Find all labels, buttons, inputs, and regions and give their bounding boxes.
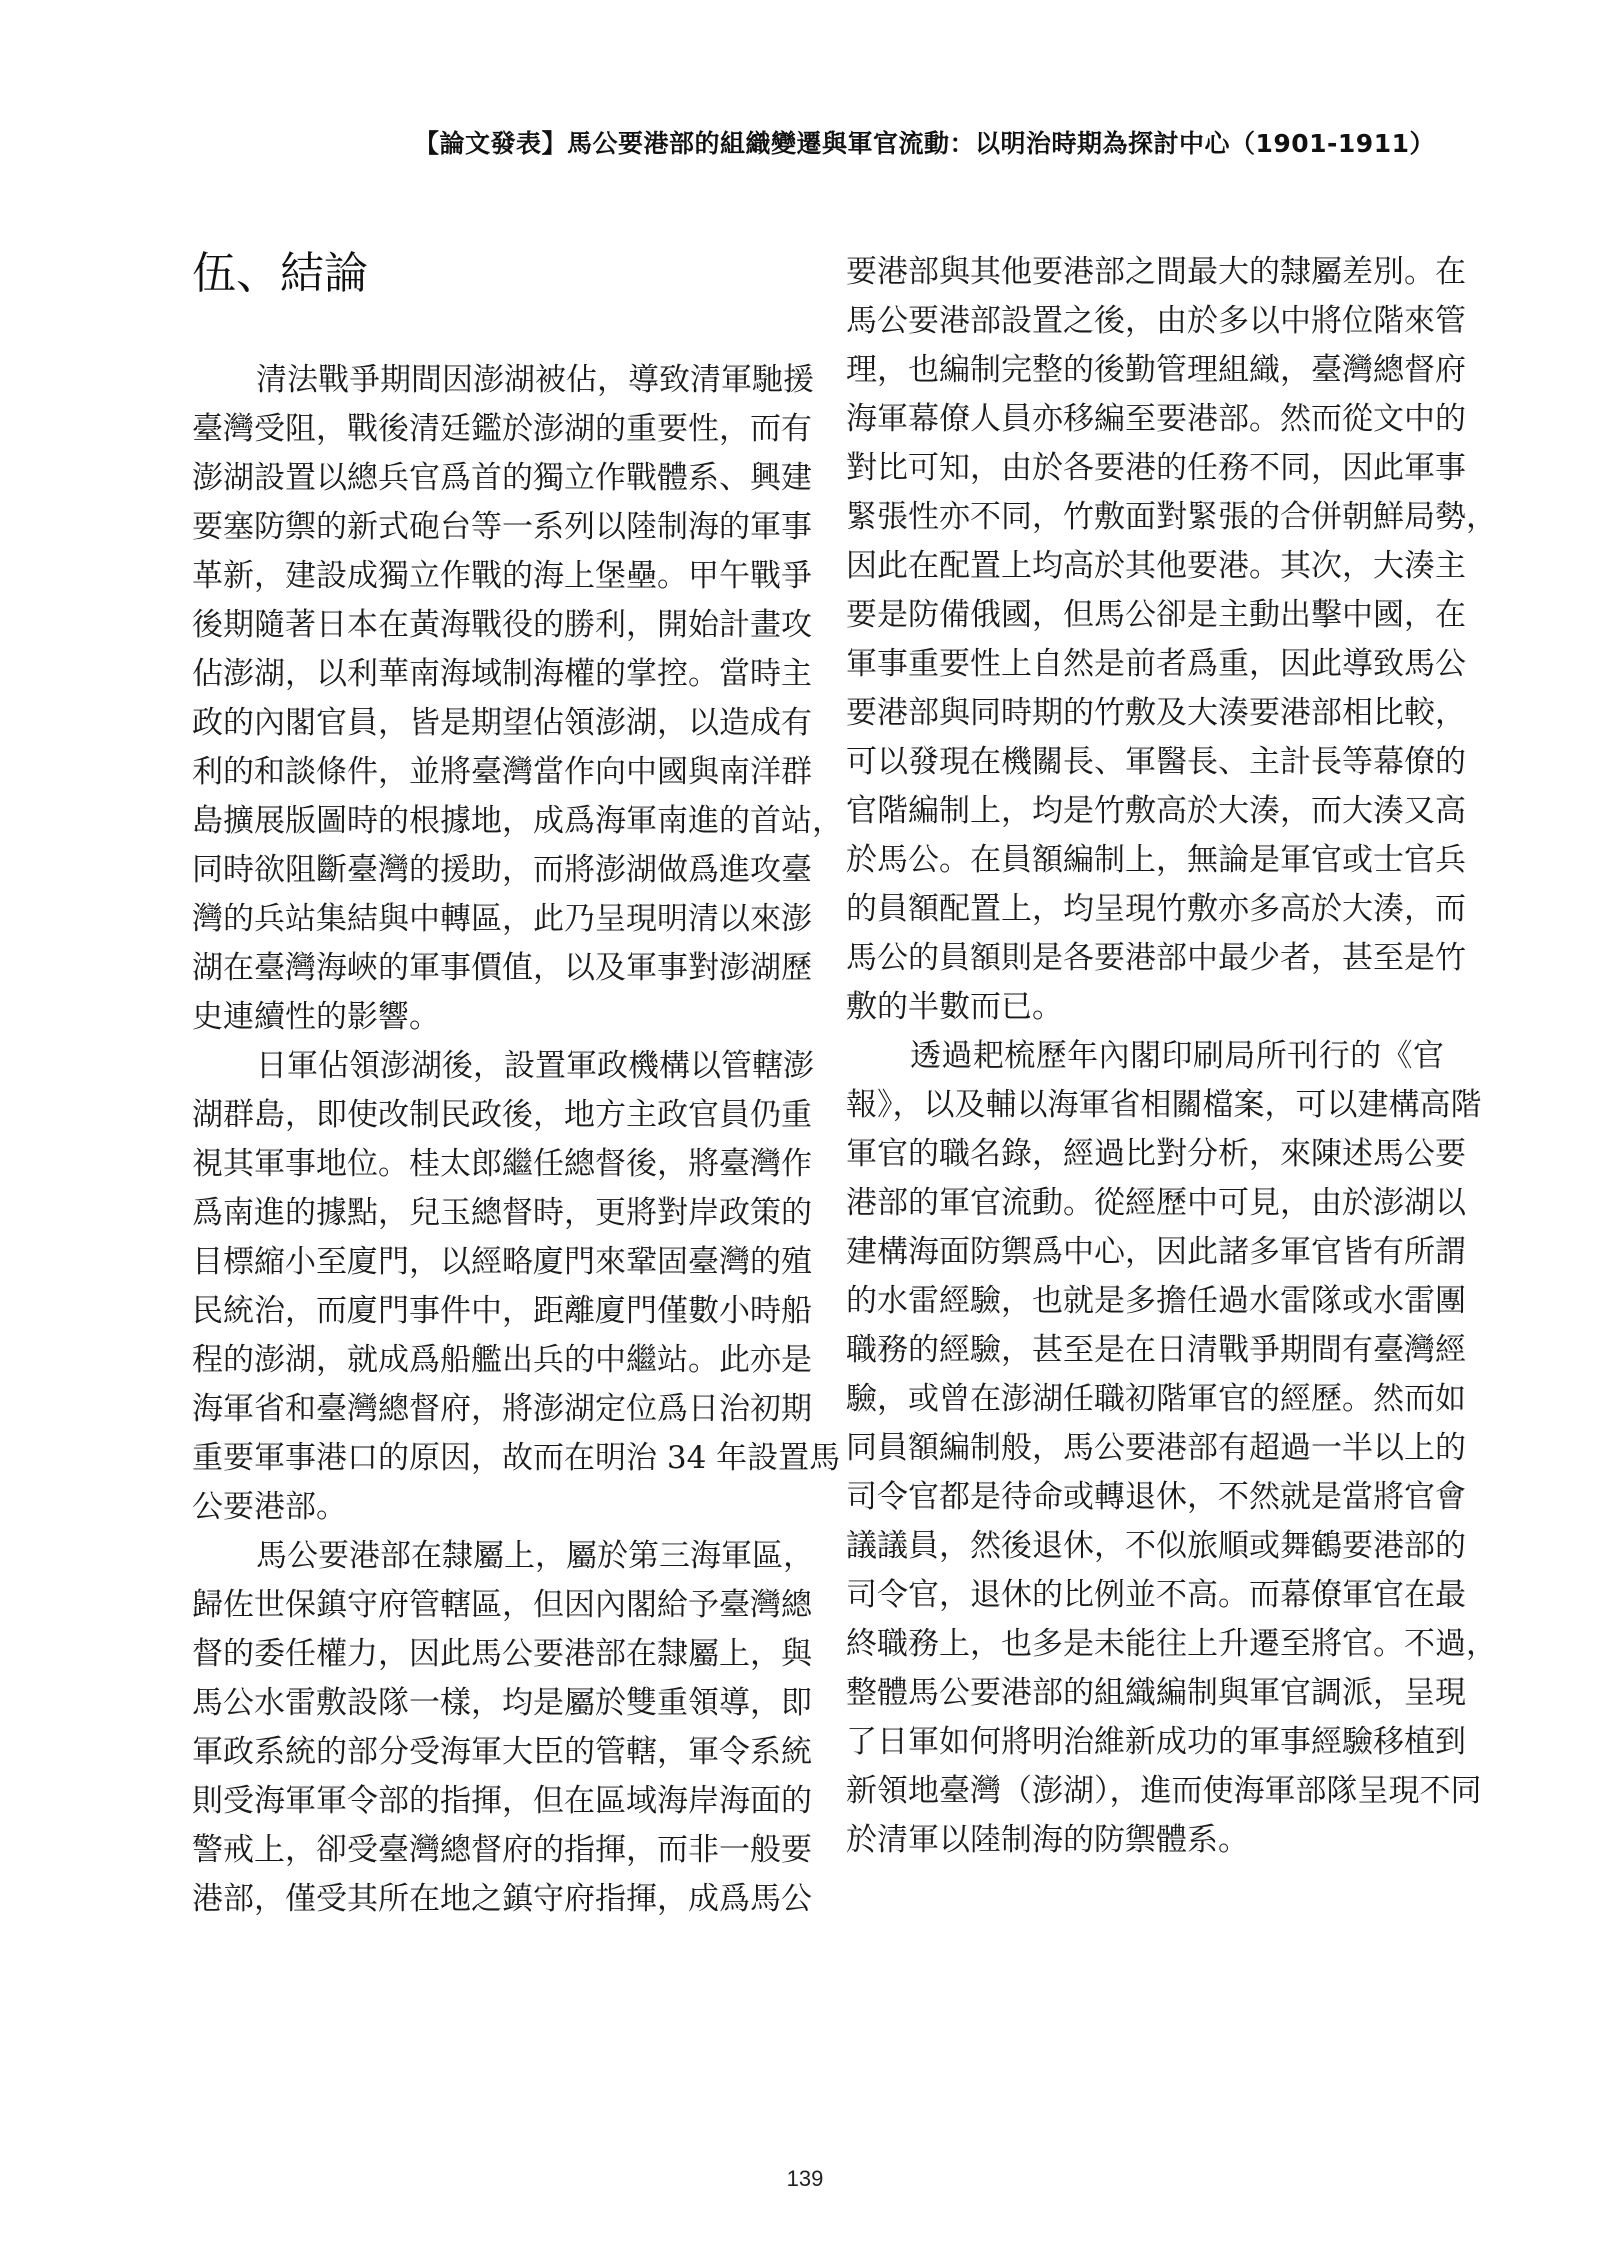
text-line: 清法戰爭期間因澎湖被佔，導致清軍馳援 (256, 362, 814, 398)
text-line: 程的澎湖，就成爲船艦出兵的中繼站。此亦是 (192, 1342, 812, 1378)
text-line: 歸佐世保鎮守府管轄區，但因內閣給予臺灣總 (192, 1587, 812, 1623)
text-line: 緊張性亦不同，竹敷面對緊張的合併朝鮮局勢， (846, 499, 1497, 535)
text-line: 湖群島，即使改制民政後，地方主政官員仍重 (192, 1097, 812, 1133)
paragraph (192, 1042, 841, 1532)
text-line: 要港部與其他要港部之間最大的隸屬差別。在 (846, 254, 1466, 290)
text-line: 海軍省和臺灣總督府，將澎湖定位爲日治初期 (192, 1391, 812, 1427)
text-line: 同員額編制般，馬公要港部有超過一半以上的 (846, 1430, 1466, 1466)
text-line: 建構海面防禦爲中心，因此諸多軍官皆有所謂 (846, 1234, 1466, 1270)
text-line: 軍事重要性上自然是前者爲重，因此導致馬公 (846, 646, 1466, 682)
paragraph (192, 356, 843, 1042)
text-line: 史連續性的影響。 (192, 999, 440, 1035)
text-line: 軍官的職名錄，經過比對分析，來陳述馬公要 (846, 1136, 1466, 1172)
right-column (846, 248, 1497, 1865)
text-line: 目標縮小至廈門，以經略廈門來鞏固臺灣的殖 (192, 1244, 812, 1280)
text-line: 港部，僅受其所在地之鎮守府指揮，成爲馬公 (192, 1881, 812, 1917)
text-line: 驗，或曾在澎湖任職初階軍官的經歷。然而如 (846, 1381, 1466, 1417)
text-line: 日軍佔領澎湖後，設置軍政機構以管轄澎 (256, 1048, 814, 1084)
text-line: 島擴展版圖時的根據地，成爲海軍南進的首站， (192, 803, 843, 839)
text-line: 軍政系統的部分受海軍大臣的管轄，軍令系統 (192, 1734, 812, 1770)
text-line: 司令官，退休的比例並不高。而幕僚軍官在最 (846, 1577, 1466, 1613)
text-line: 要港部與同時期的竹敷及大湊要港部相比較， (846, 695, 1466, 731)
text-line: 革新，建設成獨立作戰的海上堡壘。甲午戰爭 (192, 558, 812, 594)
text-line: 可以發現在機關長、軍醫長、主計長等幕僚的 (846, 744, 1466, 780)
text-line: 港部的軍官流動。從經歷中可見，由於澎湖以 (846, 1185, 1466, 1221)
text-line: 民統治，而廈門事件中，距離廈門僅數小時船 (192, 1293, 812, 1329)
text-line: 議議員，然後退休，不似旅順或舞鶴要港部的 (846, 1528, 1466, 1564)
text-line: 利的和談條件，並將臺灣當作向中國與南洋群 (192, 754, 812, 790)
text-line: 職務的經驗，甚至是在日清戰爭期間有臺灣經 (846, 1332, 1466, 1368)
text-line: 要塞防禦的新式砲台等一系列以陸制海的軍事 (192, 509, 812, 545)
text-line: 海軍幕僚人員亦移編至要港部。然而從文中的 (846, 401, 1466, 437)
text-line: 新領地臺灣（澎湖），進而使海軍部隊呈現不同 (846, 1773, 1482, 1809)
text-line: 要是防備俄國，但馬公卻是主動出擊中國，在 (846, 597, 1466, 633)
text-line: 報》，以及輔以海軍省相關檔案，可以建構高階 (846, 1087, 1482, 1123)
text-line: 政的內閣官員，皆是期望佔領澎湖，以造成有 (192, 705, 812, 741)
text-line: 澎湖設置以總兵官爲首的獨立作戰體系、興建 (192, 460, 812, 496)
section-title: 伍、結論 (192, 248, 368, 299)
running-header: 【論文發表】馬公要港部的組織變遷與軍官流動：以明治時期為探討中心（1901-1911） (413, 129, 1435, 158)
text-line: 的員額配置上，均呈現竹敷亦多高於大湊，而 (846, 891, 1466, 927)
paragraph (192, 1532, 814, 1924)
left-column (192, 356, 843, 1924)
text-line: 爲南進的據點，兒玉總督時，更將對岸政策的 (192, 1195, 812, 1231)
text-line: 湖在臺灣海峽的軍事價值，以及軍事對澎湖歷 (192, 950, 812, 986)
text-line: 馬公水雷敷設隊一樣，均是屬於雙重領導，即 (192, 1685, 812, 1721)
text-line: 重要軍事港口的原因，故而在明治 34 年設置馬 (192, 1440, 841, 1476)
page-number: 139 (786, 2166, 824, 2191)
text-line: 敷的半數而已。 (846, 989, 1063, 1025)
text-line: 對比可知，由於各要港的任務不同，因此軍事 (846, 450, 1466, 486)
text-line: 理，也編制完整的後勤管理組織，臺灣總督府 (846, 352, 1466, 388)
text-line: 督的委任權力，因此馬公要港部在隸屬上，與 (192, 1636, 812, 1672)
paragraph (846, 248, 1497, 1032)
text-line: 馬公要港部在隸屬上，屬於第三海軍區， (256, 1538, 814, 1574)
text-line: 視其軍事地位。桂太郎繼任總督後，將臺灣作 (192, 1146, 812, 1182)
text-line: 因此在配置上均高於其他要港。其次，大湊主 (846, 548, 1466, 584)
text-line: 官階編制上，均是竹敷高於大湊，而大湊又高 (846, 793, 1466, 829)
text-line: 臺灣受阻，戰後清廷鑑於澎湖的重要性，而有 (192, 411, 812, 447)
text-line: 的水雷經驗，也就是多擔任過水雷隊或水雷團 (846, 1283, 1466, 1319)
text-line: 佔澎湖，以利華南海域制海權的掌控。當時主 (192, 656, 812, 692)
text-line: 了日軍如何將明治維新成功的軍事經驗移植到 (846, 1724, 1466, 1760)
text-line: 同時欲阻斷臺灣的援助，而將澎湖做爲進攻臺 (192, 852, 812, 888)
text-line: 透過耙梳歷年內閣印刷局所刊行的《官 (910, 1038, 1444, 1074)
paragraph (846, 1032, 1497, 1865)
text-line: 則受海軍軍令部的指揮，但在區域海岸海面的 (192, 1783, 812, 1819)
text-line: 後期隨著日本在黃海戰役的勝利，開始計畫攻 (192, 607, 812, 643)
text-line: 司令官都是待命或轉退休，不然就是當將官會 (846, 1479, 1466, 1515)
text-line: 於清軍以陸制海的防禦體系。 (846, 1822, 1249, 1858)
text-line: 終職務上，也多是未能往上升遷至將官。不過， (846, 1626, 1497, 1662)
text-line: 馬公要港部設置之後，由於多以中將位階來管 (846, 303, 1466, 339)
text-line: 於馬公。在員額編制上，無論是軍官或士官兵 (846, 842, 1466, 878)
text-line: 整體馬公要港部的組織編制與軍官調派，呈現 (846, 1675, 1466, 1711)
text-line: 灣的兵站集結與中轉區，此乃呈現明清以來澎 (192, 901, 812, 937)
text-line: 公要港部。 (192, 1489, 347, 1525)
text-line: 警戒上，卻受臺灣總督府的指揮，而非一般要 (192, 1832, 812, 1868)
text-line: 馬公的員額則是各要港部中最少者，甚至是竹 (846, 940, 1466, 976)
